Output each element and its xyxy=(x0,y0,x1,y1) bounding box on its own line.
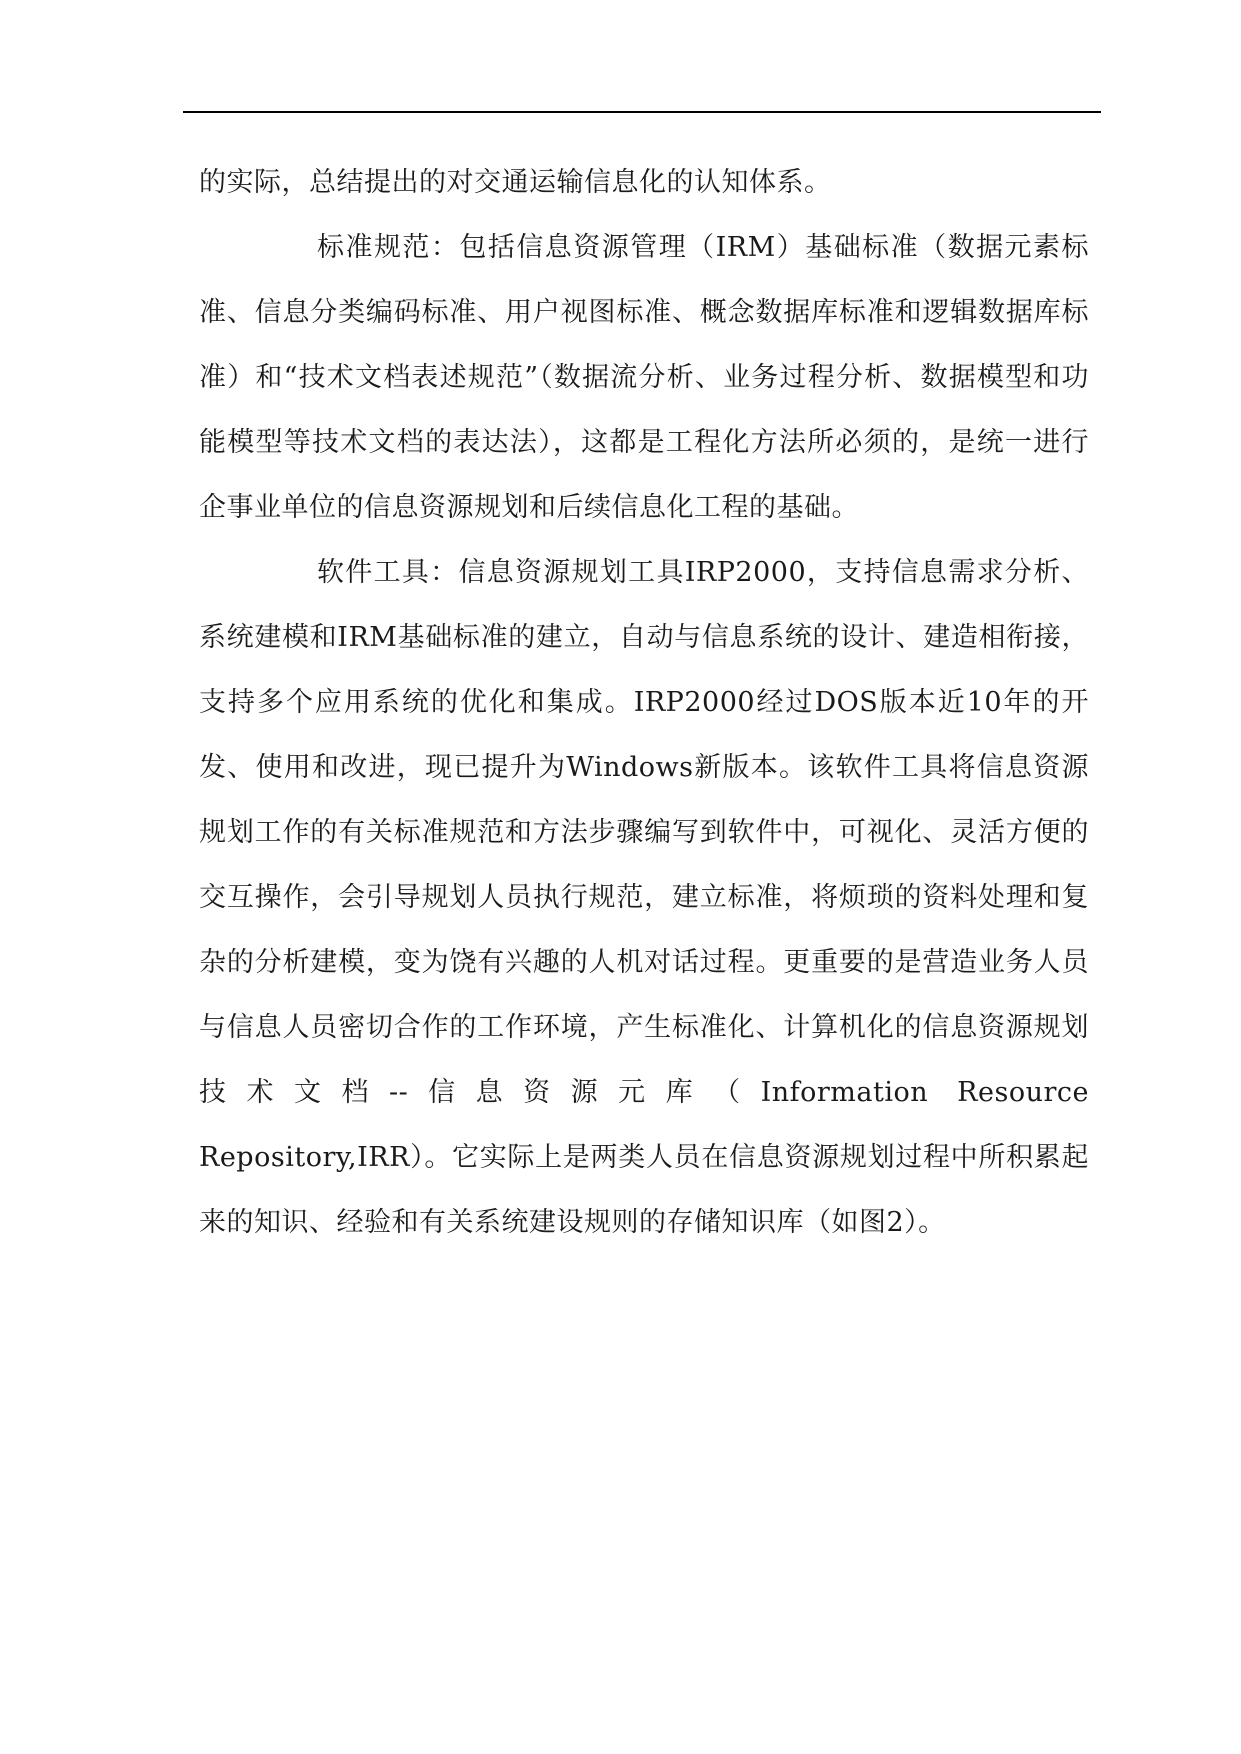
paragraph-continuation: 的实际，总结提出的对交通运输信息化的认知体系。 xyxy=(199,167,832,198)
paragraph-standards: 标准规范：包括信息资源管理（IRM）基础标准（数据元素标准、信息分类编码标准、用户视图标准、概念数据库标准和逻辑数据库标准）和“技术文档表述规范”（数据流分析、业务过程分析、数据模型和功能模型等技术文档的表达法），这都是工程化方法所必须的，是统一进行企事业单位的信息资源规划和后续信息化工程的基础。 xyxy=(199,232,1089,523)
header-rule xyxy=(183,111,1101,113)
paragraph-software-tools: 软件工具：信息资源规划工具IRP2000，支持信息需求分析、系统建模和IRM基础标准的建立，自动与信息系统的设计、建造相衔接，支持多个应用系统的优化和集成。IRP2000经过DOS版本近10年的开发、使用和改进，现已提升为Windows新版本。该软件工具将信息资源规划工作的有关标准规范和方法步骤编写到软件中，可视化、灵活方便的交互操作，会引导规划人员执行规范，建立标准，将烦琐的资料处理和复杂的分析建模，变为饶有兴趣的人机对话过程。更重要的是营造业务人员与信息人员密切合作的工作环境，产生标准化、计算机化的信息资源规划技术文档--信息资源元库（Information Resource Repository,IRR）。它实际上是两类人员在信息资源规划过程中所积累起来的知识、经验和有关系统建设规则的存储知识库（如图2）。 xyxy=(199,557,1089,1238)
document-body xyxy=(199,150,1089,1255)
